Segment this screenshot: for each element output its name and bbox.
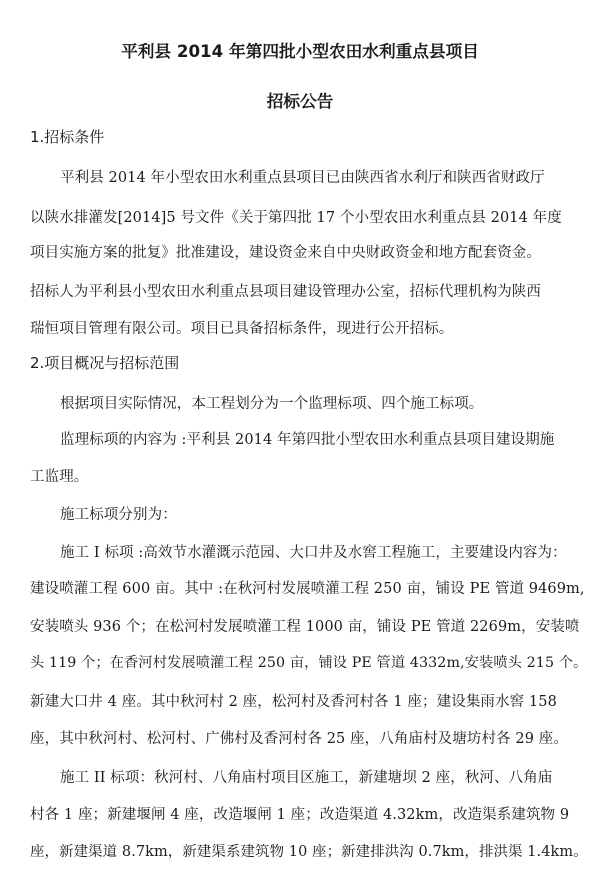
paragraph-line: 以陕水排灌发[2014]5 号文件《关于第四批 17 个小型农田水利重点县 2014 年度 <box>30 210 562 226</box>
paragraph-line: 根据项目实际情况，本工程划分为一个监理标项、四个施工标项。 <box>60 396 484 412</box>
paragraph-line: 施工 I 标项 :高效节水灌溉示范园、大口井及水窖工程施工，主要建设内容为： <box>60 545 567 561</box>
document-title: 平利县 2014 年第四批小型农田水利重点县项目 <box>121 42 479 61</box>
paragraph-line: 建设喷灌工程 600 亩。其中 :在秋河村发展喷灌工程 250 亩，铺设 PE 管道 9469m, <box>30 581 585 597</box>
paragraph-line: 施工标项分别为： <box>60 507 177 523</box>
paragraph-line: 座，其中秋河村、松河村、广佛村及香河村各 25 座，八角庙村及塘坊村各 29 座。 <box>30 731 568 747</box>
paragraph-line: 安装喷头 936 个；在松河村发展喷灌工程 1000 亩，铺设 PE 管道 2269m，安装喷 <box>30 619 580 635</box>
paragraph-line: 监理标项的内容为 :平利县 2014 年第四批小型农田水利重点县项目建设期施 <box>60 432 555 448</box>
paragraph-line: 项目实施方案的批复》批准建设，建设资金来自中央财政资金和地方配套资金。 <box>30 245 541 261</box>
paragraph-line: 工监理。 <box>30 469 89 485</box>
section-heading-bidding-conditions: 1.招标条件 <box>30 128 105 146</box>
paragraph-line: 村各 1 座；新建堰闸 4 座，改造堰闸 1 座；改造渠道 4.32km，改造渠系建筑物 9 <box>30 807 570 823</box>
document-subtitle: 招标公告 <box>266 92 334 111</box>
paragraph-line: 瑞恒项目管理有限公司。项目已具备招标条件，现进行公开招标。 <box>30 321 454 337</box>
paragraph-line: 施工 II 标项：秋河村、八角庙村项目区施工，新建塘坝 2 座，秋河、八角庙 <box>60 770 553 786</box>
paragraph-line: 招标人为平利县小型农田水利重点县项目建设管理办公室，招标代理机构为陕西 <box>30 284 541 300</box>
paragraph-line: 新建大口井 4 座。其中秋河村 2 座，松河村及香河村各 1 座；建设集雨水窖 158 <box>30 694 557 710</box>
section-heading-project-overview: 2.项目概况与招标范围 <box>30 354 180 372</box>
paragraph-line: 头 119 个；在香河村发展喷灌工程 250 亩，铺设 PE 管道 4332m,安装喷头 215 个。 <box>30 655 588 671</box>
paragraph-line: 平利县 2014 年小型农田水利重点县项目已由陕西省水利厅和陕西省财政厅 <box>60 170 545 186</box>
paragraph-line: 座，新建渠道 8.7km，新建渠系建筑物 10 座；新建排洪沟 0.7km，排洪渠 1.4km。 <box>30 844 588 860</box>
